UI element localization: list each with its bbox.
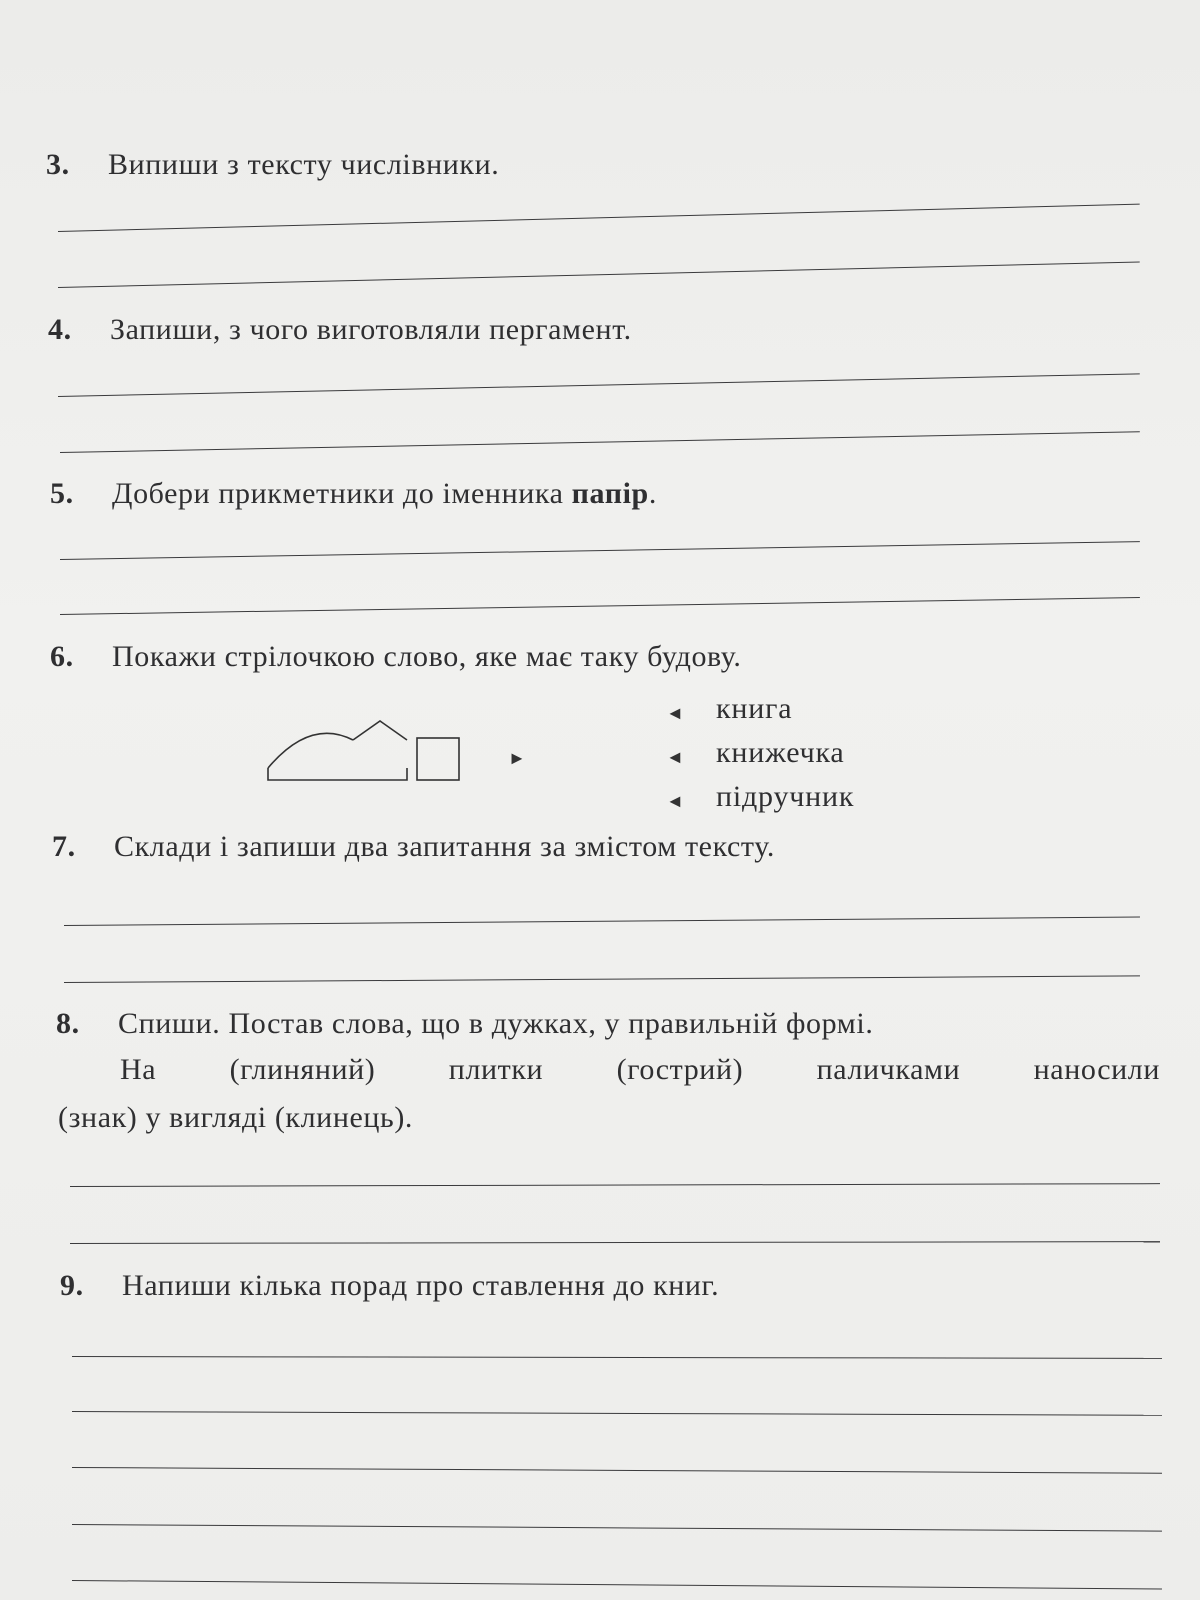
root-arc — [268, 733, 353, 768]
answer-line[interactable] — [72, 1356, 1162, 1359]
diagram-arrow-icon: ► — [508, 748, 526, 768]
word-structure-diagram — [265, 710, 475, 785]
answer-line[interactable] — [72, 1411, 1162, 1416]
question-text: Напиши кілька порад про ставлення до книг. — [122, 1269, 720, 1302]
arrow-icon: ◄ — [666, 703, 684, 723]
question-number: 8. — [56, 1007, 80, 1040]
answer-line[interactable] — [64, 975, 1140, 983]
question-4 — [48, 313, 848, 353]
question-3 — [46, 148, 746, 188]
question-7 — [52, 830, 1002, 870]
answer-line[interactable] — [60, 541, 1140, 560]
question-6 — [50, 640, 950, 680]
arrow-icon: ◄ — [666, 747, 684, 767]
ending-box — [417, 738, 459, 780]
answer-line[interactable] — [72, 1580, 1162, 1590]
question-number: 9. — [60, 1269, 84, 1302]
answer-line[interactable] — [60, 431, 1140, 453]
question-number: 3. — [46, 148, 70, 181]
word-choice[interactable]: книга — [716, 692, 793, 725]
answer-line[interactable] — [70, 1241, 1160, 1244]
word-choice[interactable]: книжечка — [716, 736, 845, 769]
root-bracket — [268, 768, 407, 780]
word-choice[interactable]: підручник — [716, 780, 855, 813]
question-text: Покажи стрілочкою слово, яке має таку будову. — [112, 640, 742, 673]
answer-line[interactable] — [58, 373, 1140, 397]
question-8 — [56, 1007, 1106, 1047]
answer-line[interactable] — [58, 262, 1140, 288]
answer-line[interactable] — [64, 917, 1140, 926]
answer-line[interactable] — [72, 1524, 1162, 1532]
bold-word: папір — [571, 477, 649, 510]
exercise-passage-line: (знак) у вигляді (клинець). — [58, 1101, 414, 1134]
answer-line[interactable] — [70, 1183, 1160, 1187]
question-number: 6. — [50, 640, 74, 673]
question-text: Випиши з тексту числівники. — [108, 148, 500, 181]
question-9 — [60, 1269, 1010, 1309]
question-5 — [50, 477, 850, 517]
arrow-icon: ◄ — [666, 791, 684, 811]
suffix-caret — [353, 721, 407, 740]
answer-line[interactable] — [72, 1467, 1162, 1474]
question-number: 5. — [50, 477, 74, 510]
question-number: 4. — [48, 313, 72, 346]
answer-line[interactable] — [58, 204, 1140, 232]
exercise-passage-line: На (глиняний) плитки (гострий) паличками наносили — [120, 1053, 1160, 1086]
question-text: Добери прикметники до іменника папір. — [112, 477, 657, 510]
question-text: Запиши, з чого виготовляли пергамент. — [110, 313, 632, 346]
question-number: 7. — [52, 830, 76, 863]
question-text: Спиши. Постав слова, що в дужках, у правильній формі. — [118, 1007, 874, 1040]
answer-line[interactable] — [60, 597, 1140, 615]
question-text: Склади і запиши два запитання за змістом тексту. — [114, 830, 775, 863]
